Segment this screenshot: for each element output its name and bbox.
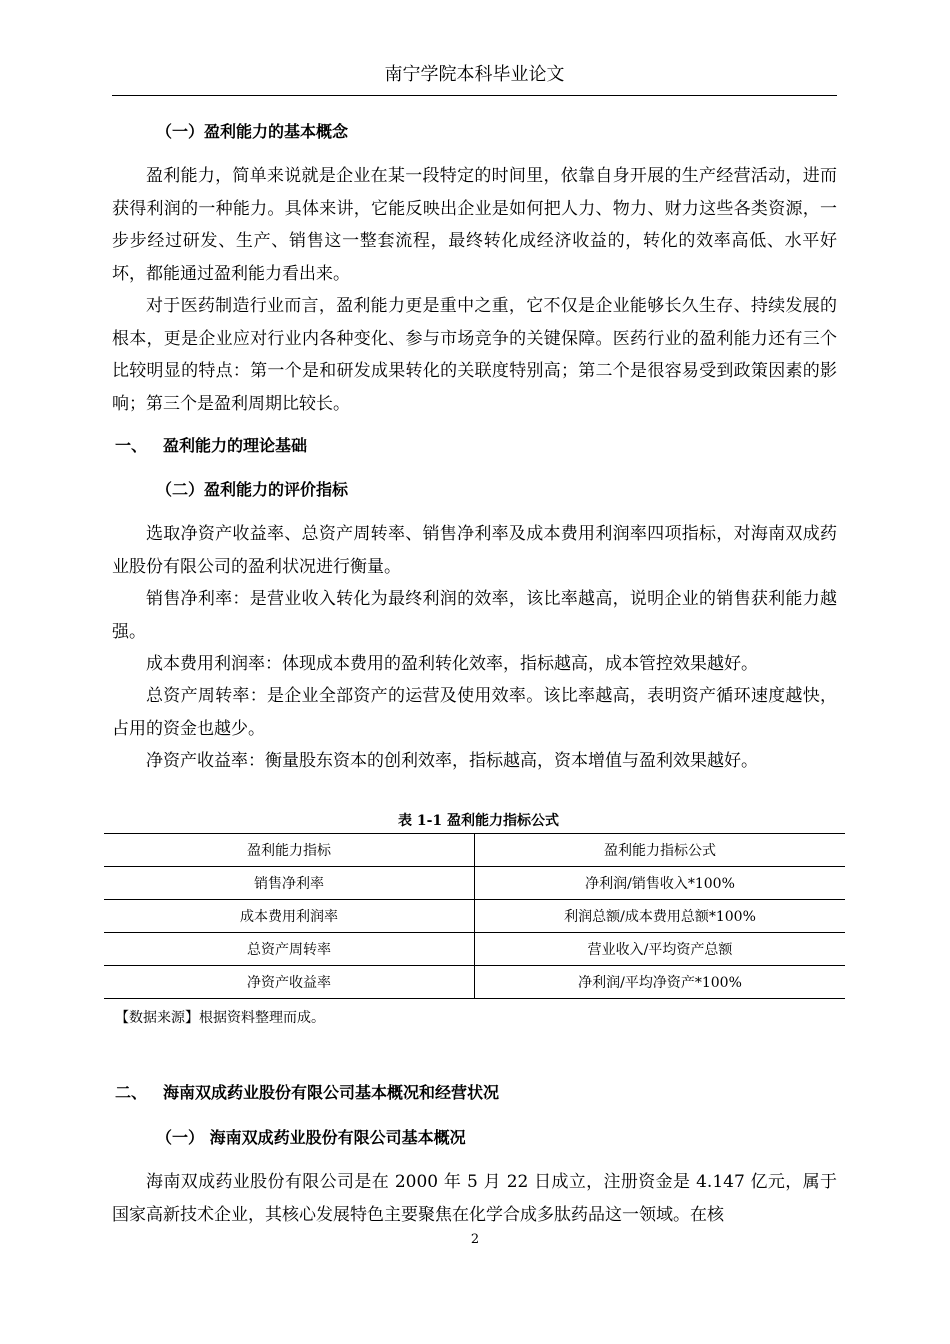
table-caption: 表 1-1 盈利能力指标公式 [397,813,560,829]
table-row [104,867,845,900]
chapter-number: 一、 [115,436,148,455]
table-cell: 净利润/销售收入*100% [475,867,846,900]
paragraph-asset-turnover: 总资产周转率：是企业全部资产的运营及使用效率。该比率越高，表明资产循环速度越快，占用的资金也越少。 [112,686,837,739]
paragraph-roe: 净资产收益率：衡量股东资本的创利效率，指标越高，资本增值与盈利效果越好。 [146,751,758,771]
paragraph-net-profit-margin: 销售净利率：是营业收入转化为最终利润的效率，该比率越高，说明企业的销售获利能力越强。 [112,589,837,642]
paragraph-pharma-profitability: 对于医药制造行业而言，盈利能力更是重中之重，它不仅是企业能够长久生存、持续发展的根本，更是企业应对行业内各种变化、参与市场竞争的关键保障。医药行业的盈利能力还有三个比较明显的特点：第一个是和研发成果转化的关联度特别高；第二个是很容易受到政策因素的影响；第三个是盈利周期比较长。 [112,296,837,414]
page-header-title: 南宁学院本科毕业论文 [384,64,565,85]
paragraph-indicator-selection: 选取净资产收益率、总资产周转率、销售净利率及成本费用利润率四项指标，对海南双成药业股份有限公司的盈利状况进行衡量。 [112,524,837,577]
table-header-cell: 盈利能力指标公式 [475,834,846,867]
chapter-number: 二、 [115,1083,148,1102]
table-cell: 利润总额/成本费用总额*100% [475,900,846,933]
section-heading-evaluation-indicators: （二）盈利能力的评价指标 [156,480,349,499]
table-cell: 销售净利率 [104,867,475,900]
header-rule [112,95,837,96]
table-cell: 总资产周转率 [104,933,475,966]
chapter-title: 海南双成药业股份有限公司基本概况和经营状况 [163,1083,500,1102]
paragraph-company-founding: 海南双成药业股份有限公司是在 2000 年 5 月 22 日成立，注册资金是 4.147 亿元，属于国家高新技术企业，其核心发展特色主要聚焦在化学合成多肽药品这一领域。在核 [112,1172,837,1225]
section-heading-basic-concept: （一）盈利能力的基本概念 [156,122,349,141]
table-cell: 净利润/平均净资产*100% [475,966,846,999]
table-cell: 营业收入/平均资产总额 [475,933,846,966]
table-row [104,900,845,933]
table-cell: 净资产收益率 [104,966,475,999]
paragraph-profitability-definition: 盈利能力，简单来说就是企业在某一段特定的时间里，依靠自身开展的生产经营活动，进而获得利润的一种能力。具体来讲，它能反映出企业是如何把人力、物力、财力这些各类资源，一步步经过研发、生产、销售这一整套流程，最终转化成经济收益的，转化的效率高低、水平好坏，都能通过盈利能力看出来。 [112,166,837,284]
indicator-formula-table [104,833,845,999]
paragraph-cost-profit-ratio: 成本费用利润率：体现成本费用的盈利转化效率，指标越高，成本管控效果越好。 [146,654,758,674]
chapter-heading-company-overview [115,1082,499,1104]
section-heading-company-basics: （一） 海南双成药业股份有限公司基本概况 [156,1128,466,1147]
table-header-cell: 盈利能力指标 [104,834,475,867]
page-number: 2 [470,1232,480,1247]
table-cell: 成本费用利润率 [104,900,475,933]
table-row [104,966,845,999]
chapter-title: 盈利能力的理论基础 [163,436,308,455]
table-header-row [104,834,845,867]
table-source-note: 【数据来源】根据资料整理而成。 [115,1010,325,1026]
table-row [104,933,845,966]
chapter-heading-theory [115,435,307,457]
